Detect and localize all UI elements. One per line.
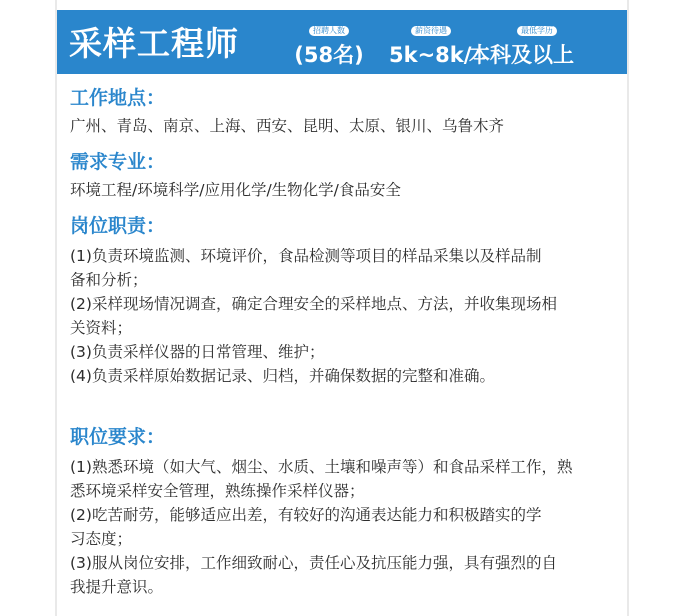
requirement-line: (1)熟悉环境（如大气、烟尘、水质、土壤和噪声等）和食品采样工作，熟 [70,458,573,476]
salary-value: 5k~8k/ [389,43,472,67]
major-section [70,150,625,202]
major-heading: 需求专业： [70,151,166,173]
requirement-line: (2)吃苦耐劳，能够适应出差，有较好的沟通表达能力和积极踏实的学 [70,506,542,524]
headcount-tag: 招聘人数 [309,26,349,36]
page-border-right [627,0,629,616]
duty-line: (1)负责环境监测、环境评价，食品检测等项目的样品采集以及样品制 [70,247,542,265]
duty-line: 备和分析； [70,271,148,289]
location-text: 广州、青岛、南京、上海、西安、昆明、太原、银川、乌鲁木齐 [70,117,505,135]
page-border-left [55,0,57,616]
location-section [70,86,625,138]
salary-tag: 薪资待遇 [411,26,451,36]
requirements-heading: 职位要求： [70,426,166,448]
major-text: 环境工程/环境科学/应用化学/生物化学/食品安全 [70,181,401,199]
headcount-value: (58名) [294,43,364,67]
duty-line: (2)采样现场情况调查，确定合理安全的采样地点、方法，并收集现场相 [70,295,557,313]
education-value: 本科及以上 [469,43,574,67]
education-block [469,18,597,71]
salary-block [389,18,473,71]
education-tag: 最低学历 [517,26,557,36]
requirement-line: 我提升意识。 [70,578,164,596]
requirement-line: 悉环境采样安全管理，熟练操作采样仪器； [70,482,365,500]
duties-heading: 岗位职责： [70,215,166,237]
location-heading: 工作地点： [70,87,166,109]
requirement-line: (3)服从岗位安排，工作细致耐心，责任心及抗压能力强，具有强烈的自 [70,554,557,572]
requirement-line: 习态度； [70,530,133,548]
duty-line: (4)负责采样原始数据记录、归档，并确保数据的完整和准确。 [70,367,495,385]
job-title: 采样工程师 [69,24,239,63]
requirements-section [70,425,625,599]
duties-section [70,214,625,388]
duty-line: (3)负责采样仪器的日常管理、维护； [70,343,325,361]
headcount-block [289,18,369,71]
job-header-banner [57,10,627,74]
duty-line: 关资料； [70,319,133,337]
